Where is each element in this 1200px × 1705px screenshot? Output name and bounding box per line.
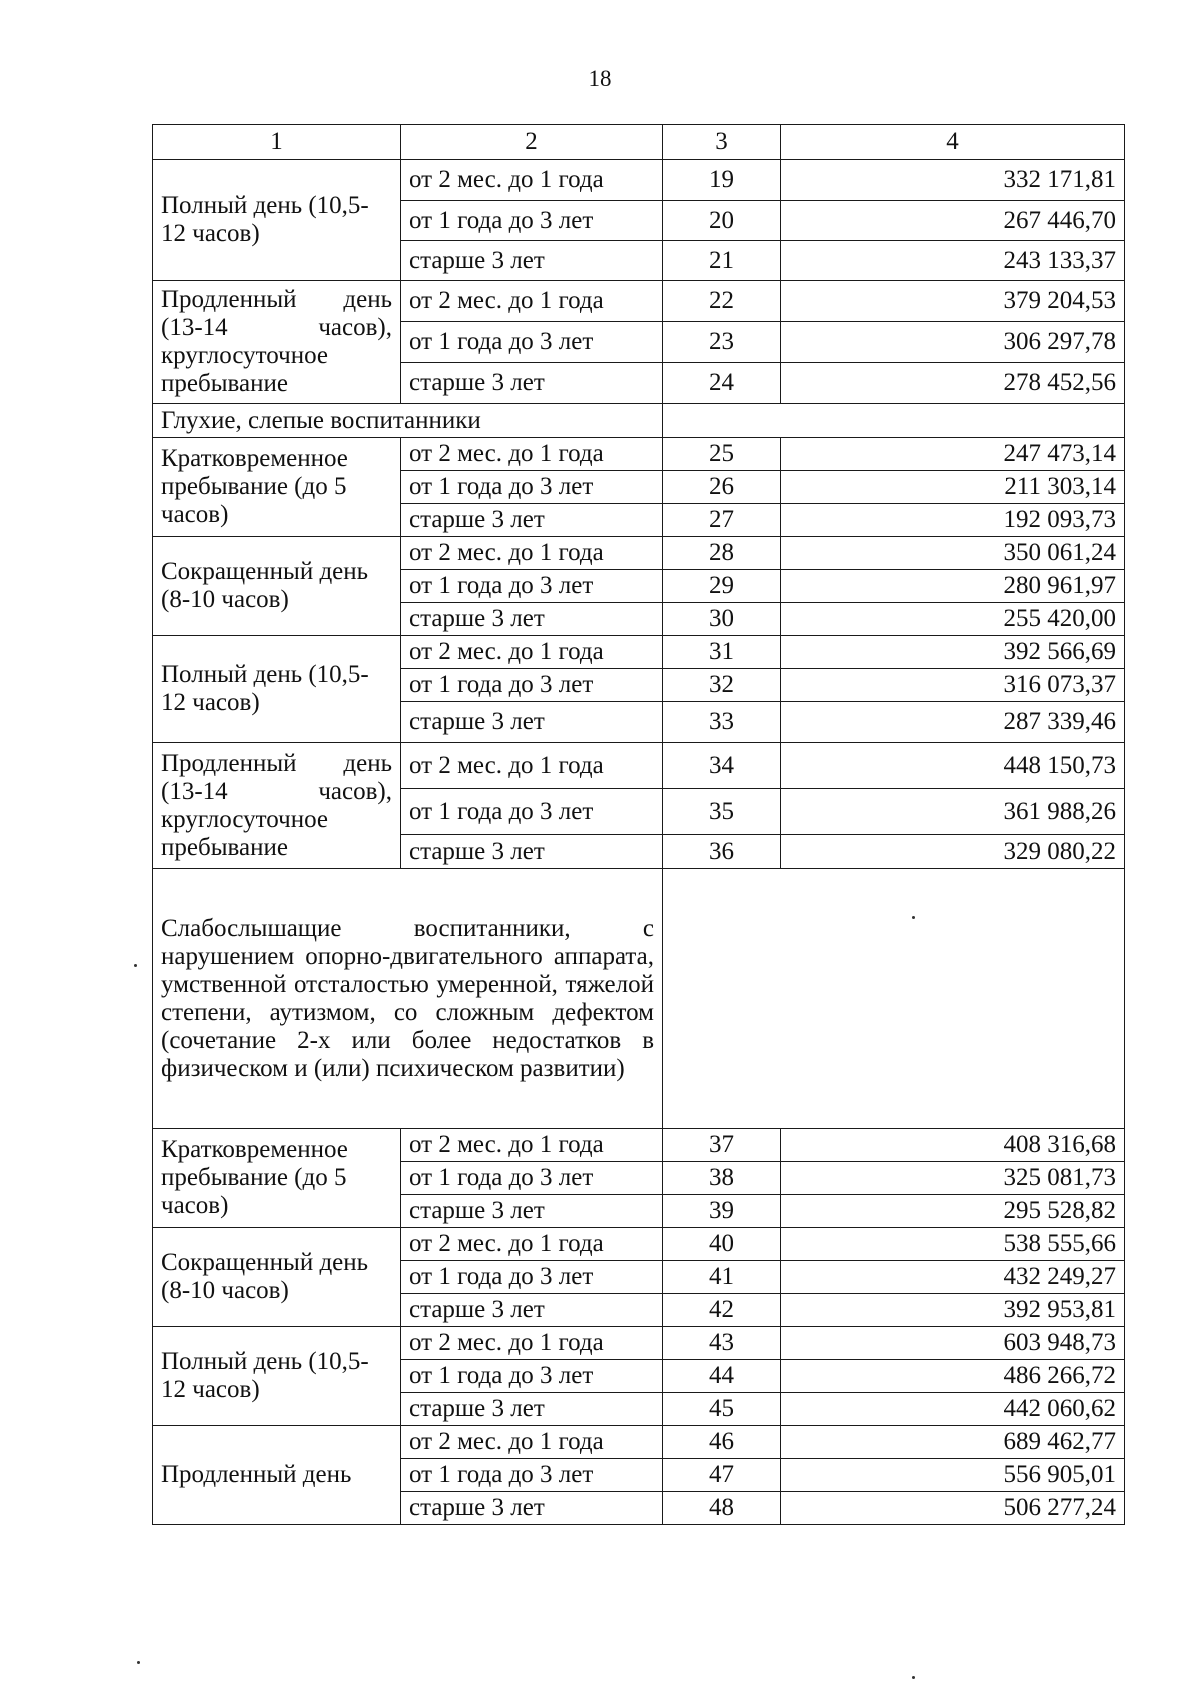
age-cell: от 1 года до 3 лет — [401, 1162, 663, 1195]
group-label: Продленный день (13-14 часов), круглосуточное пребывание — [153, 743, 401, 869]
age-cell: старше 3 лет — [401, 1393, 663, 1426]
value-cell: 392 566,69 — [781, 636, 1125, 669]
row-number-cell: 26 — [663, 471, 781, 504]
age-cell: от 1 года до 3 лет — [401, 1459, 663, 1492]
row-number-cell: 29 — [663, 570, 781, 603]
value-cell: 329 080,22 — [781, 835, 1125, 869]
row-number-cell: 21 — [663, 241, 781, 281]
value-cell: 211 303,14 — [781, 471, 1125, 504]
age-cell: от 2 мес. до 1 года — [401, 743, 663, 789]
table-row — [153, 1426, 1125, 1459]
value-cell: 432 249,27 — [781, 1261, 1125, 1294]
row-number-cell: 19 — [663, 160, 781, 201]
value-cell: 350 061,24 — [781, 537, 1125, 570]
age-cell: старше 3 лет — [401, 504, 663, 537]
age-cell: от 2 мес. до 1 года — [401, 1228, 663, 1261]
table-row — [153, 438, 1125, 471]
scan-speck — [912, 1676, 915, 1679]
table-row — [153, 743, 1125, 789]
category-row — [153, 404, 1125, 438]
value-cell: 306 297,78 — [781, 322, 1125, 363]
row-number-cell: 43 — [663, 1327, 781, 1360]
age-cell: от 1 года до 3 лет — [401, 1261, 663, 1294]
group-label: Полный день (10,5-12 часов) — [153, 160, 401, 281]
value-cell: 325 081,73 — [781, 1162, 1125, 1195]
row-number-cell: 23 — [663, 322, 781, 363]
value-cell: 486 266,72 — [781, 1360, 1125, 1393]
value-cell: 280 961,97 — [781, 570, 1125, 603]
group-label: Сокращенный день (8-10 часов) — [153, 537, 401, 636]
value-cell: 379 204,53 — [781, 281, 1125, 322]
value-cell: 603 948,73 — [781, 1327, 1125, 1360]
table-row — [153, 160, 1125, 201]
row-number-cell: 44 — [663, 1360, 781, 1393]
value-cell: 408 316,68 — [781, 1129, 1125, 1162]
table-row — [153, 636, 1125, 669]
age-cell: от 2 мес. до 1 года — [401, 537, 663, 570]
group-label: Продленный день (13-14 часов), круглосуточное пребывание — [153, 281, 401, 404]
row-number-cell: 47 — [663, 1459, 781, 1492]
table-row — [153, 1327, 1125, 1360]
header-cell-3: 3 — [663, 125, 781, 160]
value-cell: 267 446,70 — [781, 201, 1125, 241]
age-cell: от 1 года до 3 лет — [401, 201, 663, 241]
row-number-cell: 32 — [663, 669, 781, 702]
age-cell: старше 3 лет — [401, 702, 663, 743]
scan-speck — [137, 1661, 140, 1664]
row-number-cell: 38 — [663, 1162, 781, 1195]
age-cell: от 1 года до 3 лет — [401, 789, 663, 835]
row-number-cell: 40 — [663, 1228, 781, 1261]
age-cell: от 1 года до 3 лет — [401, 1360, 663, 1393]
value-cell: 538 555,66 — [781, 1228, 1125, 1261]
header-row — [153, 125, 1125, 160]
age-cell: от 1 года до 3 лет — [401, 471, 663, 504]
row-number-cell: 41 — [663, 1261, 781, 1294]
value-cell: 243 133,37 — [781, 241, 1125, 281]
row-number-cell: 31 — [663, 636, 781, 669]
value-cell: 316 073,37 — [781, 669, 1125, 702]
row-number-cell: 37 — [663, 1129, 781, 1162]
age-cell: старше 3 лет — [401, 603, 663, 636]
scan-speck — [912, 916, 915, 919]
group-label: Продленный день — [153, 1426, 401, 1525]
row-number-cell: 24 — [663, 363, 781, 404]
age-cell: от 2 мес. до 1 года — [401, 160, 663, 201]
row-number-cell: 30 — [663, 603, 781, 636]
row-number-cell: 25 — [663, 438, 781, 471]
value-cell: 295 528,82 — [781, 1195, 1125, 1228]
value-cell: 392 953,81 — [781, 1294, 1125, 1327]
value-cell: 689 462,77 — [781, 1426, 1125, 1459]
group-label: Полный день (10,5-12 часов) — [153, 636, 401, 743]
age-cell: старше 3 лет — [401, 241, 663, 281]
row-number-cell: 45 — [663, 1393, 781, 1426]
group-label: Сокращенный день (8-10 часов) — [153, 1228, 401, 1327]
page-number: 18 — [588, 66, 612, 91]
age-cell: от 2 мес. до 1 года — [401, 636, 663, 669]
age-cell: старше 3 лет — [401, 363, 663, 404]
age-cell: от 1 года до 3 лет — [401, 669, 663, 702]
row-number-cell: 36 — [663, 835, 781, 869]
row-number-cell: 42 — [663, 1294, 781, 1327]
age-cell: от 1 года до 3 лет — [401, 322, 663, 363]
value-cell: 287 339,46 — [781, 702, 1125, 743]
category-empty-cell — [663, 404, 1125, 438]
header-cell-1: 1 — [153, 125, 401, 160]
table-row — [153, 1129, 1125, 1162]
age-cell: старше 3 лет — [401, 1492, 663, 1525]
value-cell: 448 150,73 — [781, 743, 1125, 789]
group-label: Кратковременное пребывание (до 5 часов) — [153, 1129, 401, 1228]
age-cell: старше 3 лет — [401, 835, 663, 869]
category-label: Слабослышащие воспитанники, с нарушением опорно-двигательного аппарата, умственной отсталостью умеренной, тяжелой степени, аутизмом, со сложным дефектом (сочетание 2-х или более недостатков в физическом и (или) психическом развитии) — [153, 869, 663, 1129]
row-number-cell: 34 — [663, 743, 781, 789]
row-number-cell: 39 — [663, 1195, 781, 1228]
age-cell: старше 3 лет — [401, 1195, 663, 1228]
header-cell-4: 4 — [781, 125, 1125, 160]
group-label: Полный день (10,5-12 часов) — [153, 1327, 401, 1426]
row-number-cell: 22 — [663, 281, 781, 322]
age-cell: от 2 мес. до 1 года — [401, 1327, 663, 1360]
value-cell: 278 452,56 — [781, 363, 1125, 404]
tariff-table — [152, 124, 1125, 1525]
group-label: Кратковременное пребывание (до 5 часов) — [153, 438, 401, 537]
row-number-cell: 33 — [663, 702, 781, 743]
category-row — [153, 869, 1125, 1129]
value-cell: 247 473,14 — [781, 438, 1125, 471]
age-cell: от 2 мес. до 1 года — [401, 281, 663, 322]
value-cell: 255 420,00 — [781, 603, 1125, 636]
row-number-cell: 27 — [663, 504, 781, 537]
value-cell: 361 988,26 — [781, 789, 1125, 835]
table-row — [153, 537, 1125, 570]
age-cell: от 1 года до 3 лет — [401, 570, 663, 603]
category-empty-cell — [663, 869, 1125, 1129]
scan-speck — [134, 964, 137, 967]
age-cell: от 2 мес. до 1 года — [401, 1426, 663, 1459]
table-row — [153, 1228, 1125, 1261]
age-cell: старше 3 лет — [401, 1294, 663, 1327]
row-number-cell: 20 — [663, 201, 781, 241]
value-cell: 332 171,81 — [781, 160, 1125, 201]
value-cell: 442 060,62 — [781, 1393, 1125, 1426]
value-cell: 556 905,01 — [781, 1459, 1125, 1492]
age-cell: от 2 мес. до 1 года — [401, 1129, 663, 1162]
age-cell: от 2 мес. до 1 года — [401, 438, 663, 471]
row-number-cell: 35 — [663, 789, 781, 835]
row-number-cell: 48 — [663, 1492, 781, 1525]
value-cell: 506 277,24 — [781, 1492, 1125, 1525]
row-number-cell: 46 — [663, 1426, 781, 1459]
value-cell: 192 093,73 — [781, 504, 1125, 537]
header-cell-2: 2 — [401, 125, 663, 160]
category-label: Глухие, слепые воспитанники — [153, 404, 663, 438]
table-row — [153, 281, 1125, 322]
row-number-cell: 28 — [663, 537, 781, 570]
